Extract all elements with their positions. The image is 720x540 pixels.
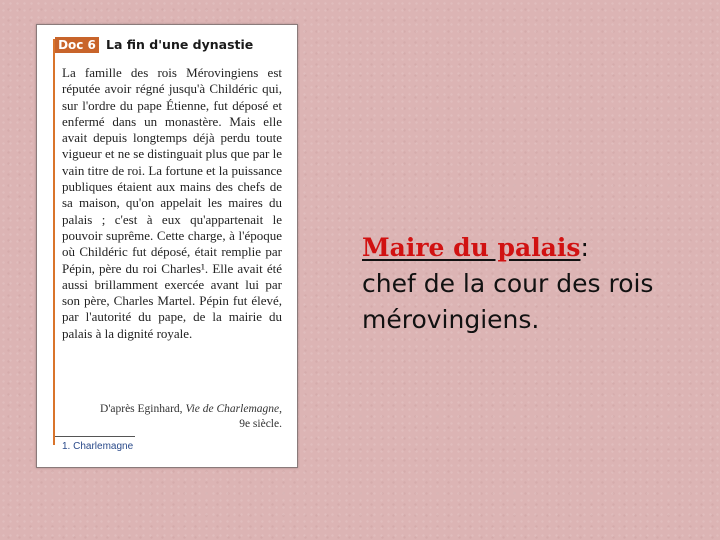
source-punctuation: , bbox=[279, 403, 282, 415]
source-author: D'après Eginhard, bbox=[100, 403, 186, 415]
document-source bbox=[62, 402, 282, 432]
definition-colon: : bbox=[580, 233, 589, 262]
document-title: La fin d'une dynastie bbox=[106, 37, 254, 52]
source-work: Vie de Charlemagne bbox=[185, 403, 280, 415]
definition-block bbox=[362, 230, 707, 338]
document-badge: Doc 6 bbox=[55, 37, 99, 53]
definition-term: Maire du palais bbox=[362, 233, 581, 262]
footnote-rule bbox=[55, 436, 135, 437]
footnote: 1. Charlemagne bbox=[62, 441, 134, 452]
definition-text: chef de la cour des rois mérovingiens. bbox=[362, 269, 654, 334]
document-body-text: La famille des rois Mérovingiens est réputée avoir régné jusqu'à Childéric qui, sur l'ordre du pape Étienne, fut déposé et enfermé dans un monastère. Mais elle avait depuis longtemps déjà perdu toute vigueur et ne se distinguait plus que par le vain titre de roi. La fortune et la puissance publiques étaient aux mains des chefs de sa maison, qu'on appelait les maires du palais ; c'est à eux qu'appartenait le pouvoir suprême. Cette charge, à l'époque où Childéric fut déposé, était remplie par Pépin, père du roi Charles¹. Elle avait été aussi brillamment exercée avant lui par son père, Charles Martel. Pépin fut élevé, par l'autorité du pape, de la mairie du palais à la dignité royale. bbox=[62, 65, 282, 341]
document-margin-rule bbox=[53, 39, 55, 445]
source-century: 9e siècle. bbox=[239, 418, 282, 430]
document-scan bbox=[36, 24, 298, 468]
